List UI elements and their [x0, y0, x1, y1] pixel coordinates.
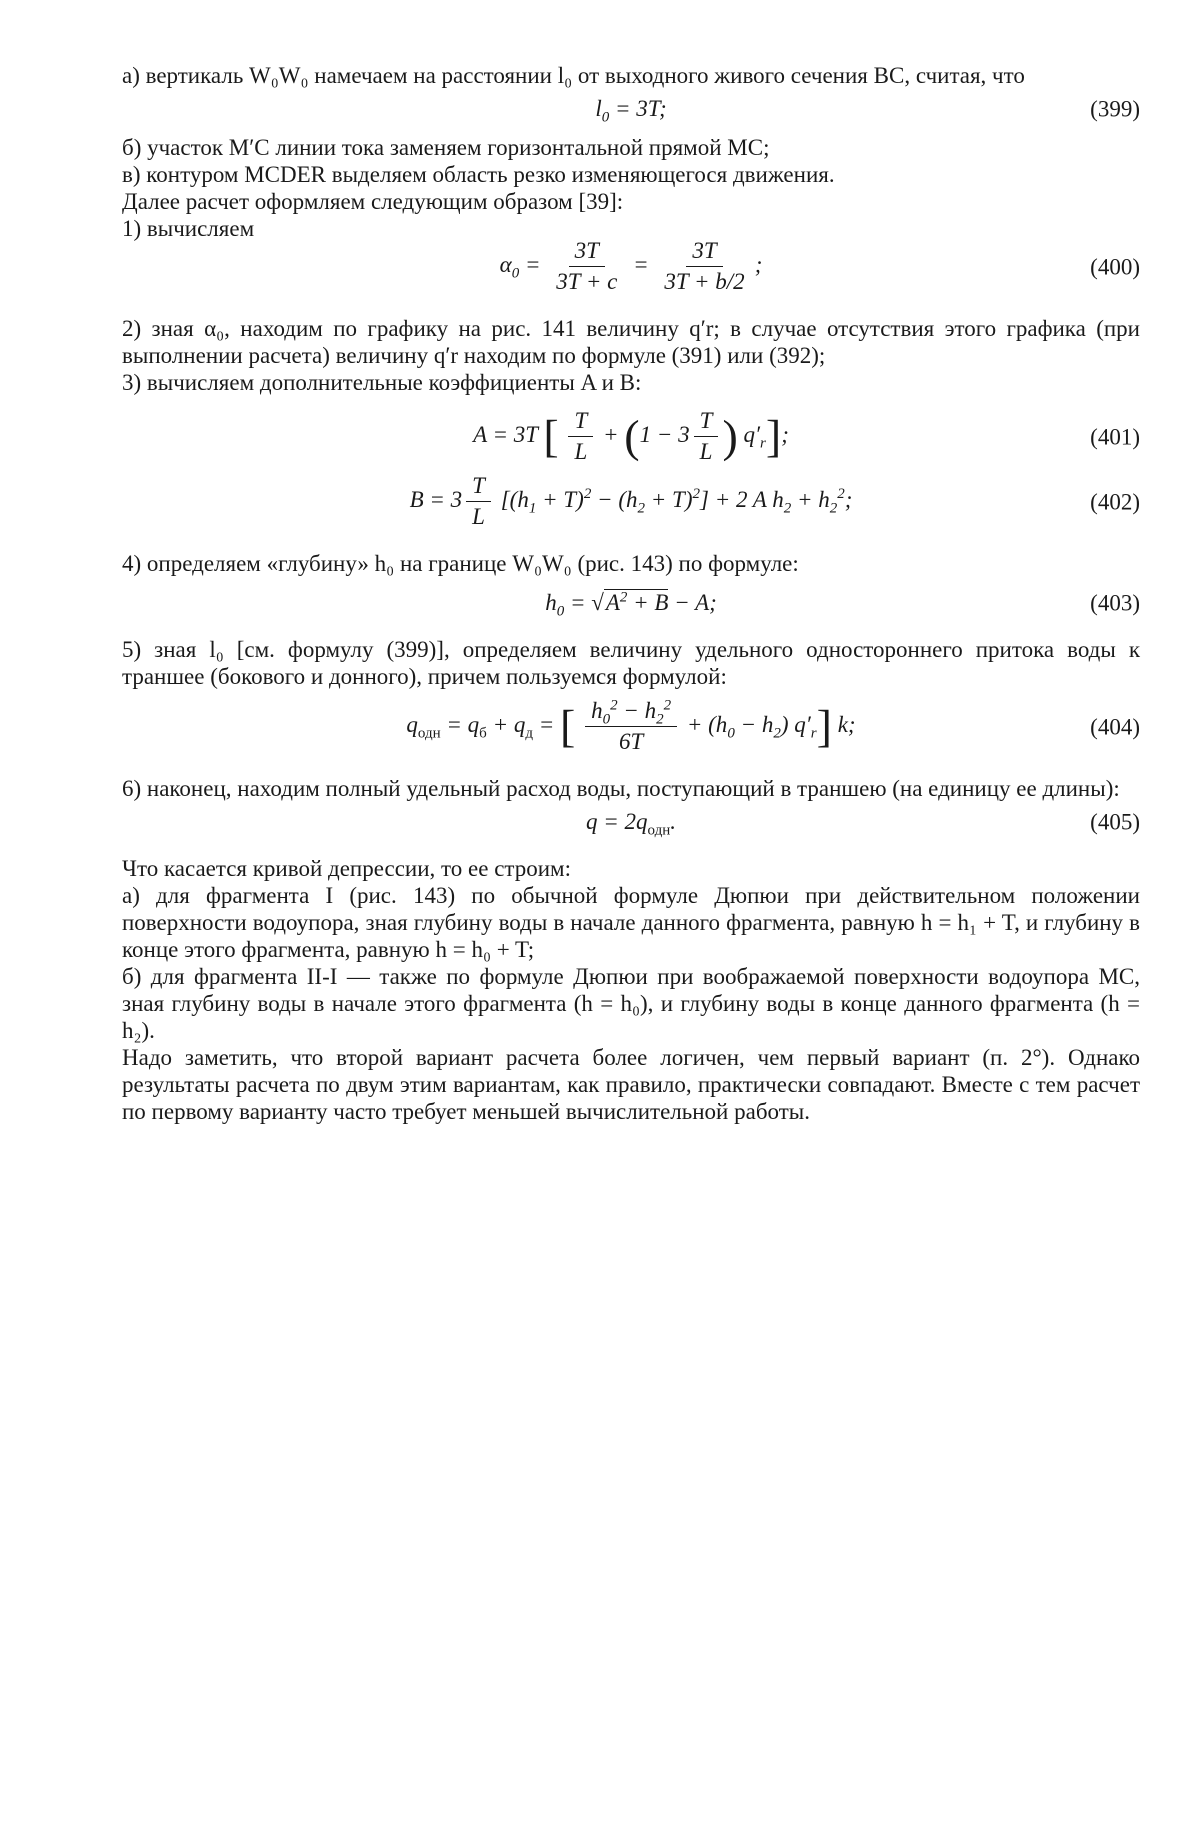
equation-404-expression: $q_{одн} = q_б + q_д$ = [ $\frac{h_0^2 - h_2^2}{6T}$ + $(h_0 - h_2)$ $q'_r$] k;: [406, 697, 856, 754]
equation-399: [122, 95, 1140, 126]
equation-400-expression: $\alpha_0$ = $\frac{3T}{3T + c}$ = $\frac{3T}{3T + b/2}$ ;: [499, 238, 763, 294]
document-page: [122, 62, 1140, 1125]
equation-402-number: (402): [1090, 489, 1140, 514]
paragraph-step-2: 2) зная α₀, находим по графику на рис. 141 величину q′r; в случае отсутствия этого графика (при выполнении расчета) величину q′r находим по формуле (391) или (392);: [122, 316, 1140, 368]
paragraph-step-4: 4) определяем «глубину» h₀ на границе W₀W₀ (рис. 143) по формуле:: [122, 551, 799, 576]
paragraph-step-6: 6) наконец, находим полный удельный расход воды, поступающий в траншею (на единицу ее длины):: [122, 776, 1120, 801]
equation-403: [122, 589, 1140, 620]
paragraph-step-1: 1) вычисляем: [122, 216, 255, 241]
equation-400-number: (400): [1090, 254, 1140, 279]
paragraph-step-3: 3) вычисляем дополнительные коэффициенты A и B:: [122, 370, 642, 395]
paragraph-fragment-2: б) для фрагмента II-I — также по формуле Дюпюи при воображаемой поверхности водоупора MC, зная глубину воды в начале этого фрагмента (h = h₀), и глубину воды в конце данного фрагмента (h = h₂).: [122, 964, 1140, 1043]
equation-401-expression: A = 3T [ $\frac{T}{L}$ + (1 − 3 $\frac{T}{L}$ ) $q'_r$];: [473, 408, 789, 464]
equation-401-number: (401): [1090, 424, 1140, 449]
equation-400: [122, 238, 1140, 295]
paragraph-b-segment: б) участок M′C линии тока заменяем горизонтальной прямой MC;: [122, 135, 770, 160]
paragraph-conclusion: Надо заметить, что второй вариант расчета более логичен, чем первый вариант (п. 2°). Однако результаты расчета по двум этим вариантам, как правило, практически совпадают. Вместе с тем расчет по первому варианту часто требует меньшей вычислительной работы.: [122, 1045, 1140, 1124]
paragraph-step-5: 5) зная l₀ [см. формулу (399)], определяем величину удельного одностороннего притока воды к траншее (бокового и донного), причем пользуемся формулой:: [122, 637, 1140, 689]
paragraph-fragment-1: а) для фрагмента I (рис. 143) по обычной формуле Дюпюи при действительном положении поверхности водоупора, зная глубину воды в начале данного фрагмента, равную h = h₁ + T, и глубину в конце этого фрагмента, равную h = h₀ + T;: [122, 883, 1140, 962]
equation-405-number: (405): [1090, 809, 1140, 834]
equation-404-number: (404): [1090, 714, 1140, 739]
equation-404: [122, 698, 1140, 755]
equation-399-number: (399): [1090, 96, 1140, 121]
equation-403-number: (403): [1090, 590, 1140, 615]
equation-405: [122, 808, 1140, 839]
paragraph-further: Далее расчет оформляем следующим образом [39]:: [122, 189, 624, 214]
paragraph-v-contour: в) контуром MCDER выделяем область резко изменяющегося движения.: [122, 162, 835, 187]
equation-402: [122, 473, 1140, 530]
equation-399-expression: $l_0 = 3T$;: [595, 96, 667, 126]
paragraph-a-vertical: а) вертикаль W₀W₀ намечаем на расстоянии l₀ от выходного живого сечения BC, считая, что: [122, 63, 1025, 88]
equation-405-expression: $q = 2q_{одн}$.: [585, 809, 676, 839]
paragraph-depression-curve: Что касается кривой депрессии, то ее строим:: [122, 856, 571, 881]
equation-402-expression: B = 3 $\frac{T}{L}$ $[(h_1 + T)^2 - (h_2 + T)^2] + 2$ A $h_2 + h_2^2$;: [409, 473, 853, 529]
equation-403-expression: $h_0 = √A^2 + B - A$;: [545, 589, 717, 620]
equation-401: [122, 408, 1140, 465]
